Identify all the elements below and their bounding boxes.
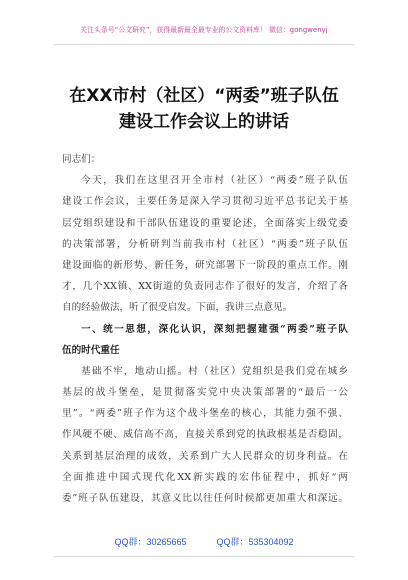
paragraph-line: 今天，我们在这里召开全市村（社区）“两委”班子队伍 bbox=[81, 175, 348, 187]
paragraph-line: 全面推进中国式现代化XX新实践的宏伟征程中，抓好“两 bbox=[62, 471, 348, 483]
document-body bbox=[62, 149, 348, 509]
section-heading-line: 一、统一思想，深化认识，深刻把握建强“两委”班子队 bbox=[81, 323, 348, 335]
header-banner: 关注头条号“公文研究”，获得最新最全最专业的公文资料库！ 微信：gongwenyj bbox=[80, 26, 328, 34]
document-title bbox=[40, 83, 368, 135]
header-divider bbox=[54, 44, 354, 45]
salutation: 同志们： bbox=[62, 154, 101, 165]
title-line-1: 在XX市村（社区）“两委”班子队伍 bbox=[69, 86, 339, 106]
footer-qq-group-1: QQ群：30265665 bbox=[114, 537, 187, 547]
paragraph-line: 关系到基层治理的成效，关系到广大人民群众的切身利益。在 bbox=[62, 450, 348, 462]
footer-contact bbox=[0, 535, 408, 548]
paragraph-line: 基础不牢，地动山摇。村（社区）党组织是我们党在城乡 bbox=[81, 365, 348, 377]
footer-divider bbox=[54, 556, 354, 557]
paragraph-line: 建设面临的新形势、新任务，研究部署下一阶段的重点工作。刚 bbox=[62, 259, 348, 271]
paragraph-line: 的决策部署，分析研判当前我市村（社区）“两委”班子队伍 bbox=[62, 238, 348, 250]
paragraph-line: 里”。“两委”班子作为这个战斗堡垒的核心，其能力强不强、 bbox=[62, 408, 348, 420]
footer-qq-group-2: QQ群：535304092 bbox=[216, 537, 294, 547]
paragraph-line: 才，几个XX镇、XX街道的负责同志作了很好的发言，介绍了各 bbox=[62, 281, 348, 293]
paragraph-line: 作风硬不硬、威信高不高，直接关系到党的执政根基是否稳固， bbox=[62, 429, 348, 441]
paragraph-line: 自的经验做法，听了很受启发。下面，我讲三点意见。 bbox=[62, 302, 293, 314]
paragraph-line: 委”班子队伍建设，其意义比以往任何时候都更加重大和深远。 bbox=[62, 493, 348, 504]
section-heading-line: 伍的时代重任 bbox=[62, 344, 120, 356]
paragraph-line: 基层的战斗堡垒，是贯彻落实党中央决策部署的“最后一公 bbox=[62, 387, 348, 399]
title-line-2: 建设工作会议上的讲话 bbox=[119, 112, 289, 132]
paragraph-line: 层党组织建设和干部队伍建设的重要论述，全面落实上级党委 bbox=[62, 217, 348, 229]
paragraph-line: 建设工作会议，主要任务是深入学习贯彻习近平总书记关于基 bbox=[62, 196, 348, 208]
